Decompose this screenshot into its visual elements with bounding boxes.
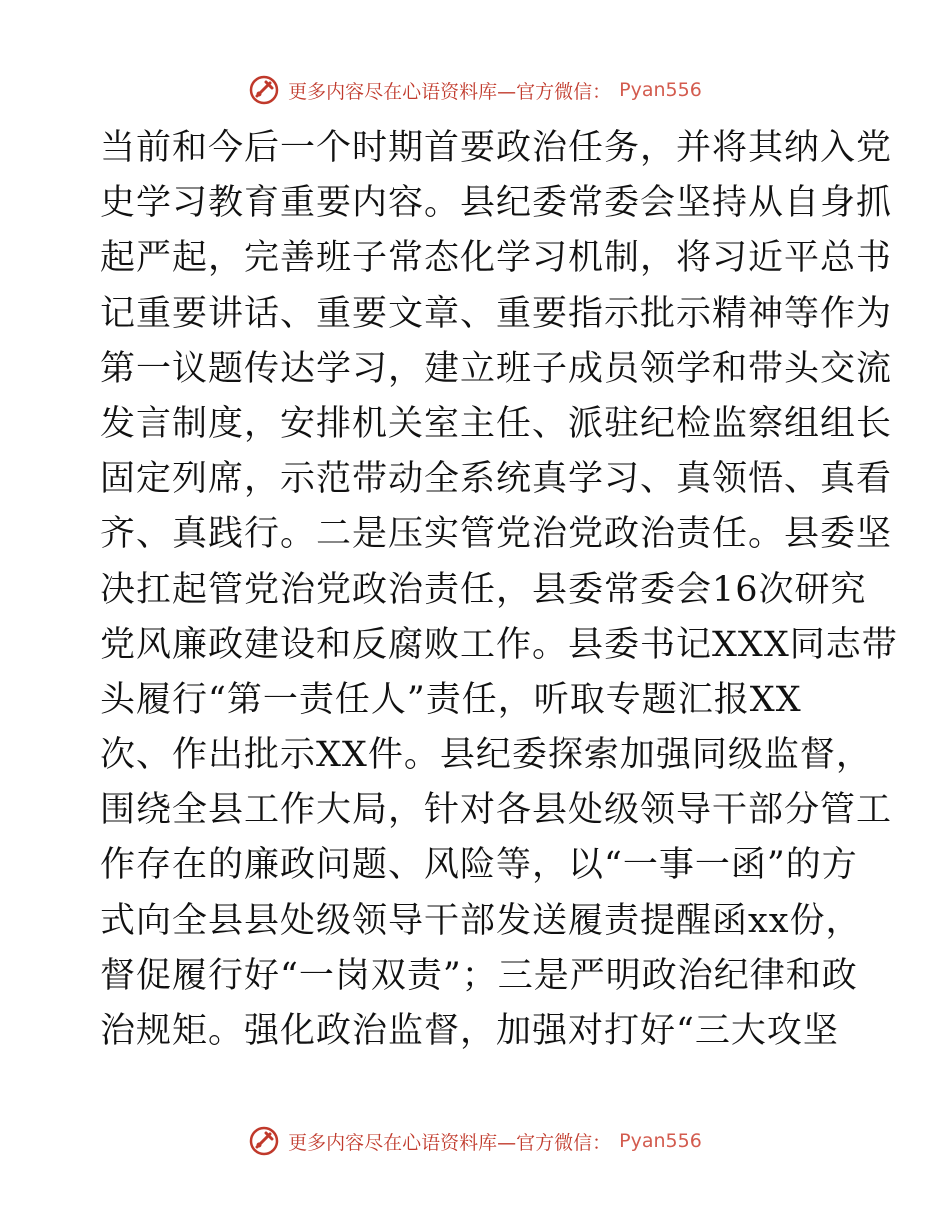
watermark-text: 更多内容尽在心语资料库—官方微信： xyxy=(288,1131,612,1154)
text-line: 式向全县县处级领导干部发送履责提醒函xx份， xyxy=(100,900,862,941)
footer-watermark xyxy=(0,1125,950,1157)
text-line: 次、作出批示XX件。县纪委探索加强同级监督， xyxy=(100,735,872,776)
text-line: 党风廉政建设和反腐败工作。县委书记XXX同志带 xyxy=(100,624,898,665)
text-line: 齐、真践行。二是压实管党治党政治责任。县委坚 xyxy=(100,514,893,555)
watermark-wechat-id: Pyan556 xyxy=(619,79,702,101)
text-line: 固定列席，示范带动全系统真学习、真领悟、真看 xyxy=(100,459,893,500)
header-watermark xyxy=(0,74,950,106)
text-line: 当前和今后一个时期首要政治任务，并将其纳入党 xyxy=(100,128,893,168)
text-line: 决扛起管党治党政治责任，县委常委会16次研究 xyxy=(100,569,867,610)
text-line: 发言制度，安排机关室主任、派驻纪检监察组组长 xyxy=(100,403,893,444)
watermark-logo-icon xyxy=(248,1125,280,1157)
text-line: 作存在的廉政问题、风险等，以“一事一函”的方 xyxy=(100,845,858,886)
watermark-wechat-id: Pyan556 xyxy=(619,1130,702,1152)
text-line: 记重要讲话、重要文章、重要指示批示精神等作为 xyxy=(100,293,893,334)
document-body xyxy=(100,124,898,1062)
text-line: 头履行“第一责任人”责任，听取专题汇报XX xyxy=(100,679,802,720)
watermark-text: 更多内容尽在心语资料库—官方微信： xyxy=(288,80,612,103)
text-line: 第一议题传达学习，建立班子成员领学和带头交流 xyxy=(100,348,893,389)
watermark-logo-icon xyxy=(248,74,280,106)
text-line: 围绕全县工作大局，针对各县处级领导干部分管工 xyxy=(100,790,893,831)
text-line: 史学习教育重要内容。县纪委常委会坚持从自身抓 xyxy=(100,183,893,224)
text-line: 治规矩。强化政治监督，加强对打好“三大攻坚 xyxy=(100,1011,839,1051)
text-line: 督促履行好“一岗双责”；三是严明政治纪律和政 xyxy=(100,955,858,996)
text-line: 起严起，完善班子常态化学习机制，将习近平总书 xyxy=(100,238,893,279)
